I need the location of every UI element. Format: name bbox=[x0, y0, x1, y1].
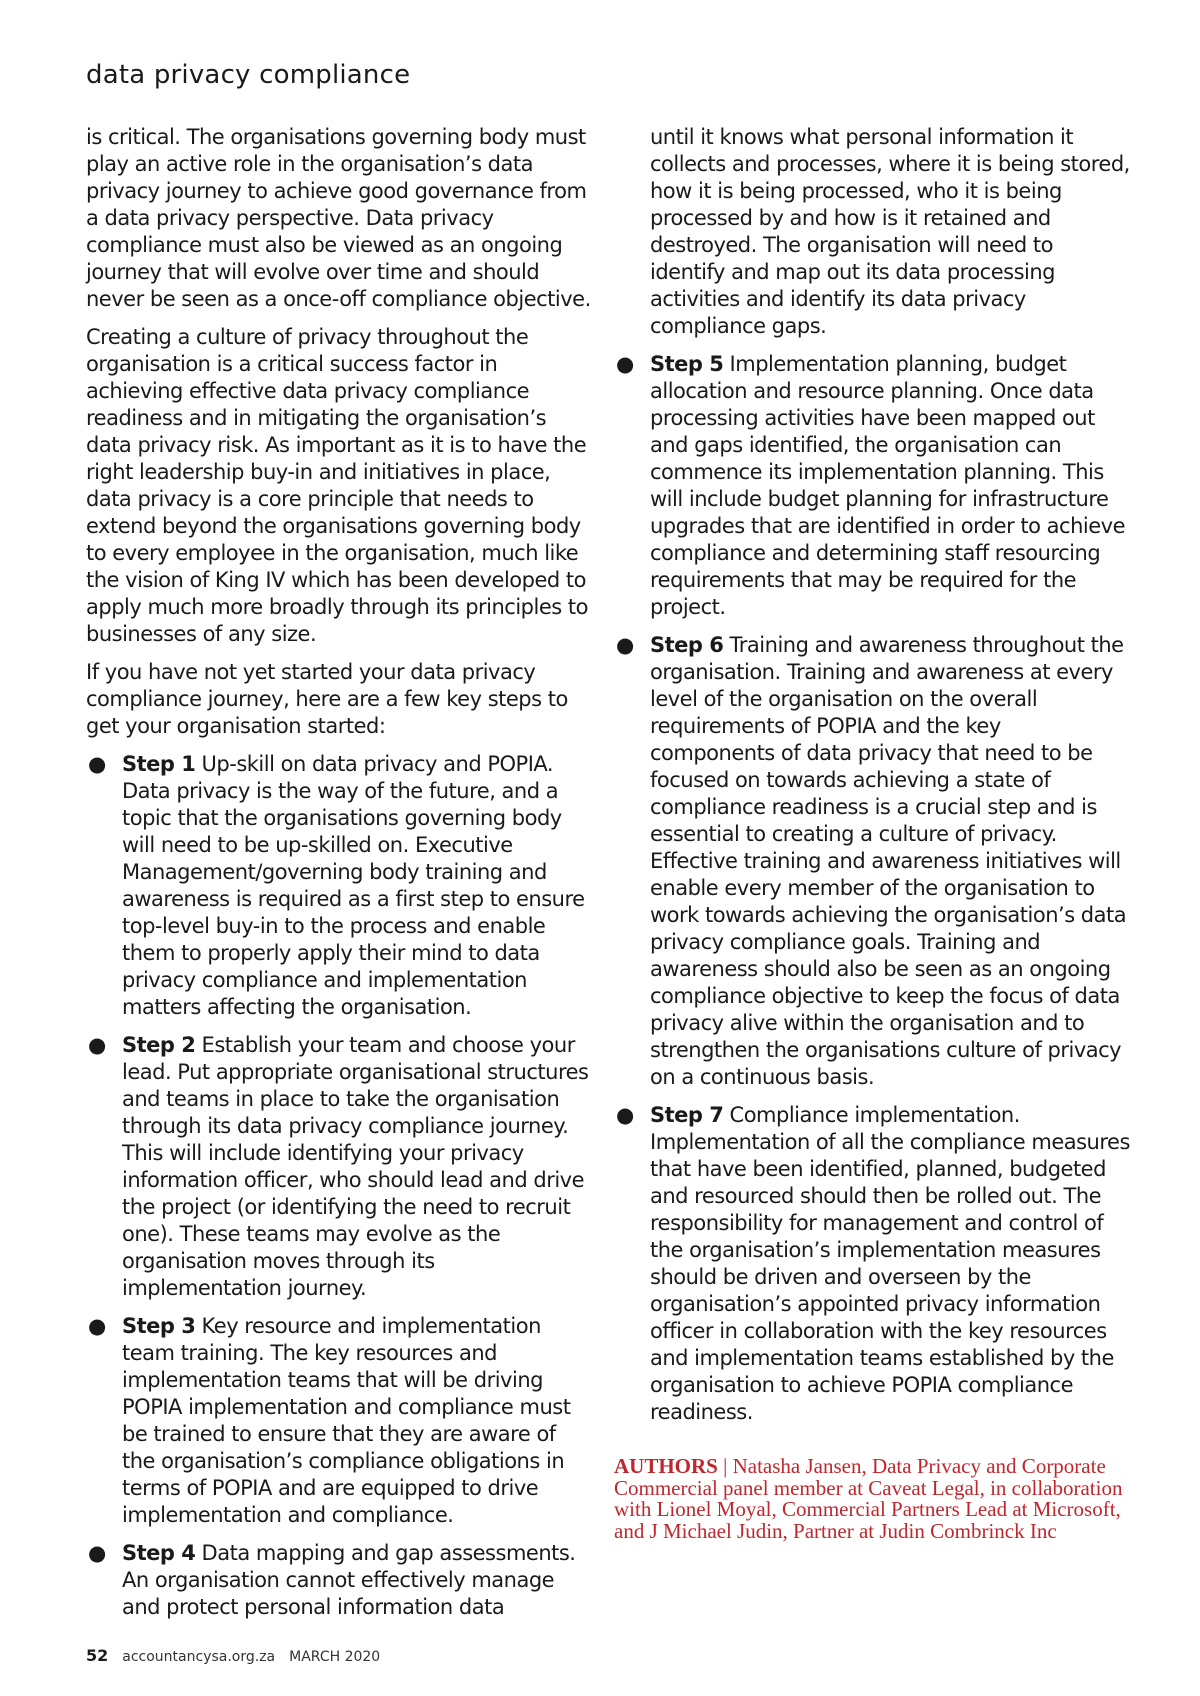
step-text: Data mapping and gap assessments. An organisation cannot effectively manage and protect personal information data bbox=[122, 1541, 576, 1619]
step-text: Training and awareness throughout the organisation. Training and awareness at every level of the organisation on the overall requirements of POPIA and the key components of data privacy that need to be focused on towards achieving a state of compliance readiness is a crucial step and is essential to creating a culture of privacy. Effective training and awareness initiatives will enable every member of the organisation to work towards achieving the organisation’s data privacy compliance goals. Training and awareness should also be seen as an ongoing compliance objective to keep the focus of data privacy alive within the organisation and to strengthen the organisations culture of privacy on a continuous basis. bbox=[650, 633, 1127, 1089]
page-number: 52 bbox=[86, 1646, 109, 1665]
bullet-icon: ● bbox=[88, 1314, 106, 1338]
step-7-item bbox=[614, 1102, 1130, 1426]
paragraph-getting-started: If you have not yet started your data privacy compliance journey, here are a few key steps to get your organisation started: bbox=[86, 660, 568, 738]
steps-list-right bbox=[614, 351, 1130, 1426]
bullet-icon: ● bbox=[88, 752, 106, 776]
authors-label: AUTHORS bbox=[614, 1454, 718, 1478]
paragraph-intro: is critical. The organisations governing body must play an active role in the organisation’s data privacy journey to achieve good governance from a data privacy perspective. Data privacy compliance must also be viewed as an ongoing journey that will evolve over time and should never be seen as a once-off compliance objective. bbox=[86, 125, 591, 311]
bullet-icon: ● bbox=[616, 633, 634, 657]
bullet-icon: ● bbox=[616, 352, 634, 376]
authors-credit bbox=[614, 1456, 1130, 1542]
page-footer bbox=[86, 1646, 380, 1665]
authors-separator: | bbox=[717, 1454, 733, 1478]
step-4-item bbox=[86, 1540, 594, 1621]
step-label: Step 2 bbox=[122, 1033, 196, 1057]
step-text: Establish your team and choose your lead. Put appropriate organisational structures and teams in place to take the organisation through its data privacy compliance journey. This will include identifying your privacy information officer, who should lead and drive the project (or identifying the need to recruit one). These teams may evolve as the organisation moves through its implementation journey. bbox=[122, 1033, 589, 1300]
step-1-item bbox=[86, 751, 594, 1021]
step-5-item bbox=[614, 351, 1130, 621]
step-text: Up-skill on data privacy and POPIA. Data privacy is the way of the future, and a topic that the organisations governing body will need to be up-skilled on. Executive Management/governing body training and awareness is required as a first step to ensure top-level buy-in to the process and enable them to properly apply their mind to data privacy compliance and implementation matters affecting the organisation. bbox=[122, 752, 585, 1019]
authors-text: Natasha Jansen, Data Privacy and Corporate Commercial panel member at Caveat Legal, in collaboration with Lionel Moyal, Commercial Partners Lead at Microsoft, and J Michael Judin, Partner at Judin Combrinck Inc bbox=[614, 1454, 1123, 1543]
step-text: Compliance implementation. Implementation of all the compliance measures that have been identified, planned, budgeted and resourced should then be rolled out. The responsibility for management and control of the organisation’s implementation measures should be driven and overseen by the organisation’s appointed privacy information officer in collaboration with the key resources and implementation teams established by the organisation to achieve POPIA compliance readiness. bbox=[650, 1103, 1130, 1424]
paragraph-culture: Creating a culture of privacy throughout the organisation is a critical success factor in achieving effective data privacy compliance readiness and in mitigating the organisation’s data privacy risk. As important as it is to have the right leadership buy-in and initiatives in place, data privacy is a core principle that needs to extend beyond the organisations governing body to every employee in the organisation, much like the vision of King IV which has been developed to apply much more broadly through its principles to businesses of any size. bbox=[86, 325, 588, 646]
step-6-item bbox=[614, 632, 1130, 1091]
step-3-item bbox=[86, 1313, 594, 1529]
step-label: Step 6 bbox=[650, 633, 724, 657]
step-2-item bbox=[86, 1032, 594, 1302]
right-column bbox=[614, 124, 1130, 1542]
step-label: Step 5 bbox=[650, 352, 724, 376]
step-4-continuation: until it knows what personal information it collects and processes, where it is being stored, how it is being processed, who it is being processed by and how is it retained and destroyed. The organisation will need to identify and map out its data processing activities and identify its data privacy compliance gaps. bbox=[650, 125, 1130, 338]
steps-list-left bbox=[86, 751, 594, 1621]
left-column bbox=[86, 124, 594, 1632]
bullet-icon: ● bbox=[88, 1541, 106, 1565]
step-label: Step 3 bbox=[122, 1314, 196, 1338]
footer-website: accountancysa.org.za bbox=[122, 1649, 276, 1665]
step-text: Implementation planning, budget allocation and resource planning. Once data processing activities have been mapped out and gaps identified, the organisation can commence its implementation planning. This will include budget planning for infrastructure upgrades that are identified in order to achieve compliance and determining staff resourcing requirements that may be required for the project. bbox=[650, 352, 1125, 619]
step-label: Step 4 bbox=[122, 1541, 196, 1565]
footer-issue: MARCH 2020 bbox=[289, 1649, 381, 1665]
bullet-icon: ● bbox=[616, 1103, 634, 1127]
section-title: data privacy compliance bbox=[86, 60, 411, 90]
step-label: Step 7 bbox=[650, 1103, 724, 1127]
bullet-icon: ● bbox=[88, 1033, 106, 1057]
step-label: Step 1 bbox=[122, 752, 196, 776]
step-text: Key resource and implementation team training. The key resources and implementation teams that will be driving POPIA implementation and compliance must be trained to ensure that they are aware of the organisation’s compliance obligations in terms of POPIA and are equipped to drive implementation and compliance. bbox=[122, 1314, 571, 1527]
